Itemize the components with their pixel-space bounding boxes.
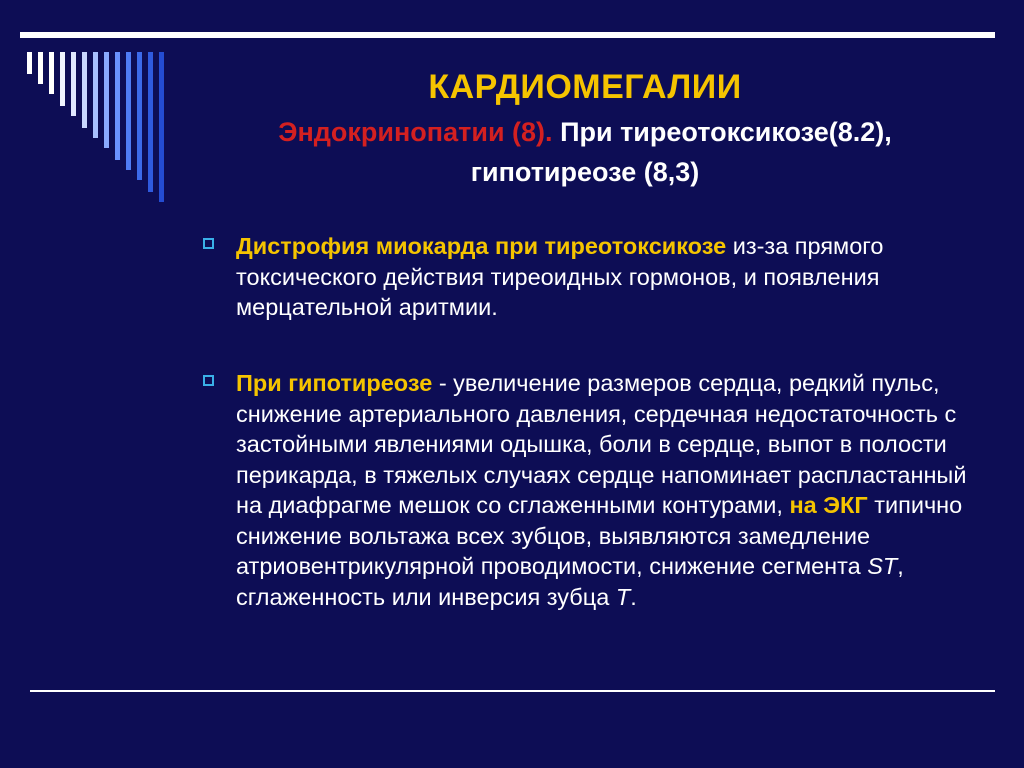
slide-title: КАРДИОМЕГАЛИИ bbox=[428, 68, 742, 106]
subtitle-white-part-2: гипотиреозе (8,3) bbox=[470, 157, 700, 187]
slide-subtitle bbox=[210, 112, 960, 192]
subtitle-white-part-1: При тиреотоксикозе(8.2), bbox=[552, 117, 892, 147]
bullet-text: из-за прямого токсического действия тиреоидных гормонов, и появления мерцательной аритмии. bbox=[236, 233, 884, 320]
bullet-highlight-ecg: на ЭКГ bbox=[789, 492, 868, 518]
bullet-italic-t: T bbox=[615, 583, 631, 610]
square-bullet-icon bbox=[203, 238, 214, 249]
bullet-italic-st: ST bbox=[867, 553, 898, 579]
bullet-text: . bbox=[630, 583, 637, 610]
bullet-item-hypothyroidism bbox=[236, 368, 976, 612]
bullet-text: , сглаженность или инверсия зубца bbox=[236, 553, 904, 610]
subtitle-red-part: Эндокринопатии (8). bbox=[278, 117, 553, 147]
bullet-text: - увеличение размеров сердца, редкий пульс, снижение артериального давления, сердечная недостаточность с застойными явлениями одышка, боли в сердце, выпот в полости перикарда, в тяжелых случаях сердце напоминает распластанный на диафрагме мешок со сглаженными контурами, bbox=[236, 370, 967, 518]
bullet-item-thyrotoxicosis bbox=[236, 231, 976, 323]
bullet-highlight: Дистрофия миокарда при тиреотоксикозе bbox=[236, 233, 727, 259]
bullet-highlight: При гипотиреозе bbox=[236, 370, 433, 396]
bottom-rule bbox=[30, 690, 995, 692]
square-bullet-icon bbox=[203, 375, 214, 386]
bullet-text: типично снижение вольтажа всех зубцов, выявляются замедление атриовентрикулярной проводимости, снижение сегмента bbox=[236, 492, 963, 579]
